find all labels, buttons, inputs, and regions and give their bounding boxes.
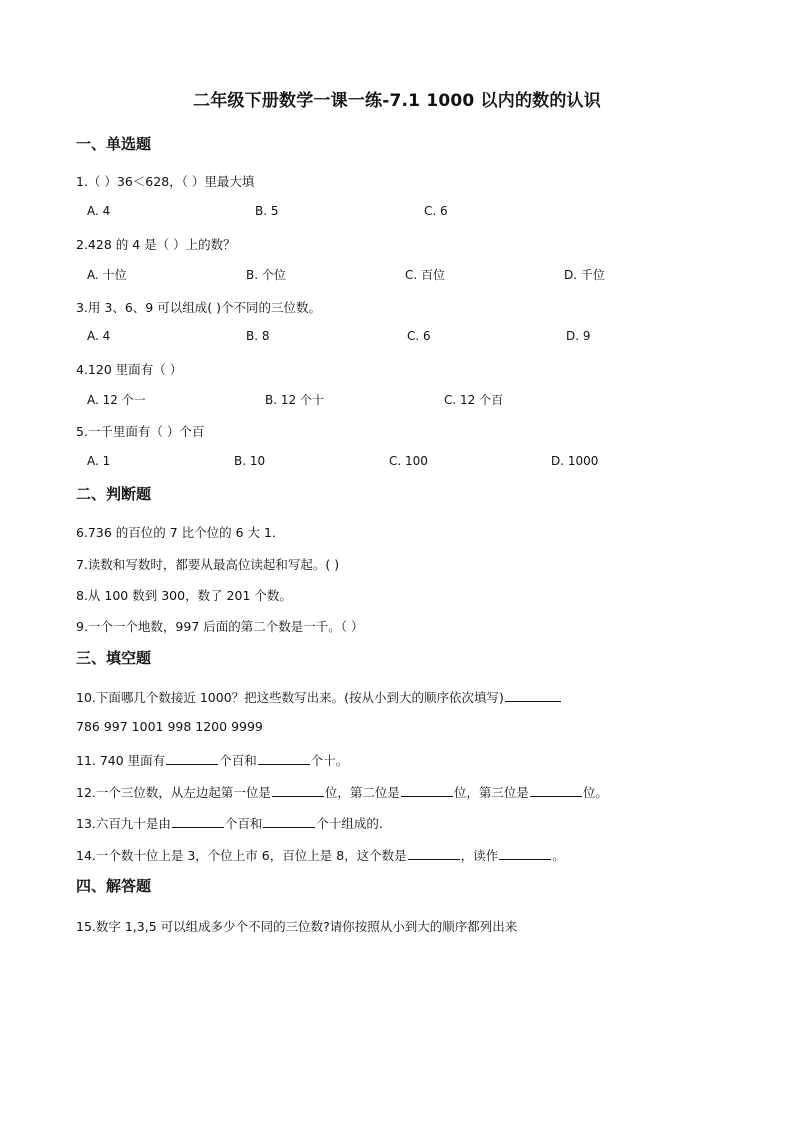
q5-option-a: A. 1: [87, 454, 111, 468]
q13-text-1: 13.六百九十是由: [76, 816, 171, 831]
page-title: 二年级下册数学一课一练-7.1 1000 以内的数的认识: [193, 91, 601, 111]
answer-blank: [172, 815, 224, 828]
q1-option-b: B. 5: [255, 204, 279, 218]
q3-option-a: A. 4: [87, 329, 111, 343]
question-3: 3.用 3、6、9 可以组成( )个不同的三位数。: [76, 300, 321, 315]
question-11: [76, 751, 348, 769]
q5-option-d: D. 1000: [551, 454, 599, 468]
question-15: 15.数字 1,3,5 可以组成多少个不同的三位数?请你按照从小到大的顺序都列出来: [76, 919, 518, 934]
q12-text-4: 位。: [582, 785, 608, 800]
q4-option-c: C. 12 个百: [444, 393, 504, 407]
question-12: [76, 783, 608, 801]
q14-text-1: 14.一个数十位上是 3，个位上市 6，百位上是 8，这个数是: [76, 848, 407, 863]
q2-option-b: B. 个位: [246, 268, 286, 282]
q11-text-2: 个百和: [219, 753, 257, 768]
question-8: 8.从 100 数到 300，数了 201 个数。: [76, 588, 292, 603]
q11-text-3: 个十。: [310, 753, 349, 768]
answer-blank: [408, 847, 460, 860]
answer-blank: [166, 752, 218, 765]
q3-option-b: B. 8: [246, 329, 270, 343]
question-6: 6.736 的百位的 7 比个位的 6 大 1．: [76, 525, 285, 540]
question-7: 7.读数和写数时，都要从最高位读起和写起。( ): [76, 557, 340, 572]
answer-blank: [499, 847, 551, 860]
q12-text-2: 位，第二位是: [324, 785, 400, 800]
question-10-text: 10.下面哪几个数接近 1000？把这些数写出来。(按从小到大的顺序依次填写): [76, 690, 504, 705]
answer-blank: [272, 784, 324, 797]
question-4: 4.120 里面有（ ）: [76, 362, 183, 377]
answer-blank: [530, 784, 582, 797]
q2-option-c: C. 百位: [405, 268, 446, 282]
q2-option-a: A. 十位: [87, 268, 127, 282]
question-10: [76, 688, 562, 706]
question-10-numbers: 786 997 1001 998 1200 9999: [76, 719, 263, 734]
q13-text-2: 个百和: [224, 816, 263, 831]
section-heading-fill-blank: 三、填空题: [76, 649, 152, 667]
answer-blank: [263, 815, 315, 828]
question-9: 9.一个一个地数，997 后面的第二个数是一千。（ ）: [76, 619, 364, 634]
q2-option-d: D. 千位: [564, 268, 605, 282]
question-5: 5.一千里面有（ ）个百: [76, 424, 205, 439]
q3-option-d: D. 9: [566, 329, 591, 343]
q1-option-c: C. 6: [424, 204, 448, 218]
q12-text-3: 位，第三位是: [453, 785, 529, 800]
q4-option-b: B. 12 个十: [265, 393, 324, 407]
q14-text-2: ，读作: [460, 848, 499, 863]
q5-option-b: B. 10: [234, 454, 266, 468]
q13-text-3: 个十组成的.: [316, 816, 383, 831]
answer-blank: [505, 689, 561, 702]
answer-blank: [401, 784, 453, 797]
section-heading-answer: 四、解答题: [76, 877, 152, 895]
q1-option-a: A. 4: [87, 204, 111, 218]
question-14: [76, 846, 565, 864]
q12-text-1: 12.一个三位数，从左边起第一位是: [76, 785, 271, 800]
question-2: 2.428 的 4 是（ ）上的数？: [76, 237, 236, 252]
section-heading-true-false: 二、判断题: [76, 485, 152, 503]
answer-blank: [258, 752, 310, 765]
q14-text-3: 。: [552, 848, 565, 863]
section-heading-single-choice: 一、单选题: [76, 135, 152, 153]
question-13: [76, 814, 383, 832]
q11-text-1: 11. 740 里面有: [76, 753, 166, 768]
q4-option-a: A. 12 个一: [87, 393, 146, 407]
q5-option-c: C. 100: [389, 454, 428, 468]
q3-option-c: C. 6: [407, 329, 431, 343]
question-1: 1.（ ）36＜628，（ ）里最大填: [76, 174, 255, 189]
